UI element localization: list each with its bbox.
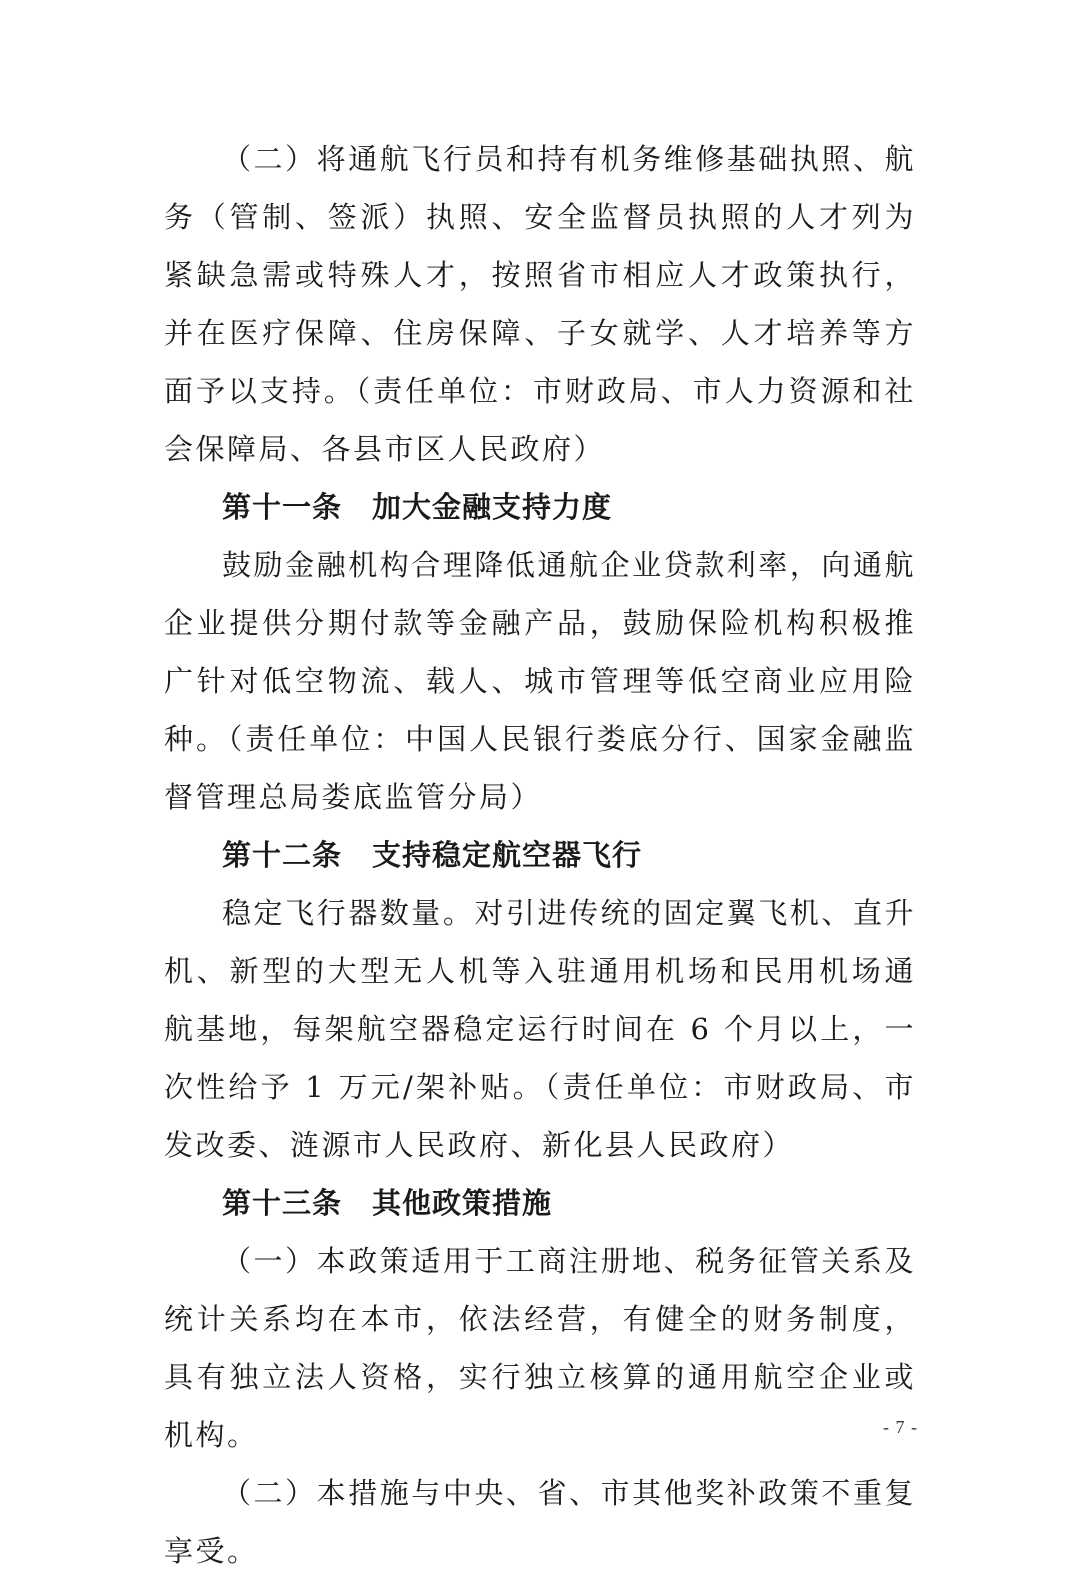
paragraph-financial-support: 鼓励金融机构合理降低通航企业贷款利率，向通航企业提供分期付款等金融产品，鼓励保险机构积极推广针对低空物流、载人、城市管理等低空商业应用险种。（责任单位：中国人民银行娄底分行、国家金融监督管理总局娄底监管分局） (164, 548, 916, 814)
article-heading-12 (164, 826, 916, 884)
article-number: 第十二条 (222, 838, 343, 872)
article-number: 第十三条 (222, 1186, 343, 1220)
page-number: - 7 - (883, 1417, 918, 1437)
paragraph-talent-support: （二）将通航飞行员和持有机务维修基础执照、航务（管制、签派）执照、安全监督员执照的人才列为紧缺急需或特殊人才，按照省市相应人才政策执行，并在医疗保障、住房保障、子女就学、人才培养等方面予以支持。（责任单位：市财政局、市人力资源和社会保障局、各县市区人民政府） (164, 142, 916, 466)
article-title: 加大金融支持力度 (372, 490, 613, 524)
paragraph-no-duplicate-benefits: （二）本措施与中央、省、市其他奖补政策不重复享受。 (164, 1476, 916, 1568)
article-heading-11 (164, 478, 916, 536)
article-heading-13 (164, 1174, 916, 1232)
document-body (164, 130, 916, 1580)
article-number: 第十一条 (222, 490, 343, 524)
article-title: 其他政策措施 (372, 1186, 553, 1220)
article-title: 支持稳定航空器飞行 (372, 838, 643, 872)
paragraph-policy-scope: （一）本政策适用于工商注册地、税务征管关系及统计关系均在本市，依法经营，有健全的财务制度，具有独立法人资格，实行独立核算的通用航空企业或机构。 (164, 1244, 916, 1452)
paragraph-aircraft-subsidy: 稳定飞行器数量。对引进传统的固定翼飞机、直升机、新型的大型无人机等入驻通用机场和民用机场通航基地，每架航空器稳定运行时间在 6 个月以上，一次性给予 1 万元/架补贴。（责任单位：市财政局、市发改委、涟源市人民政府、新化县人民政府） (164, 896, 916, 1162)
